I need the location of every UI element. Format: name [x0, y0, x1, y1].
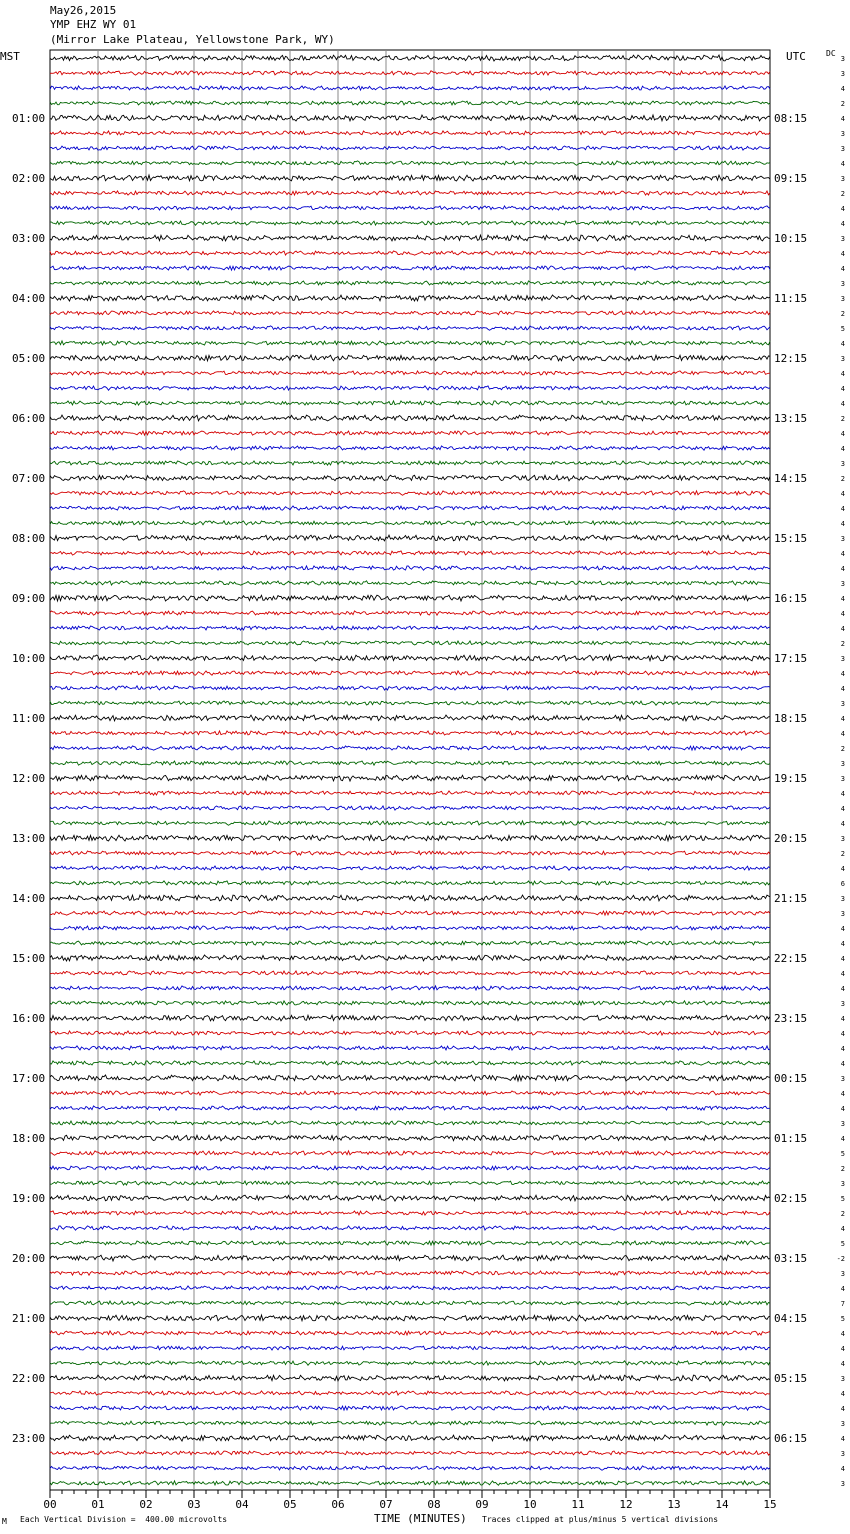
trace-row-70 — [50, 1091, 770, 1095]
trace-row-28 — [50, 461, 770, 465]
trace-row-23 — [50, 386, 770, 390]
x-tick-label: 09 — [475, 1498, 489, 1511]
dc-offset-label: 5 — [840, 1240, 845, 1248]
dc-offset-label: 3 — [840, 1075, 845, 1083]
trace-row-86 — [50, 1331, 770, 1335]
trace-row-41 — [50, 655, 770, 661]
trace-row-71 — [50, 1106, 770, 1110]
right-hour-label: 23:15 — [774, 1012, 808, 1025]
dc-offset-label: 4 — [840, 85, 845, 93]
dc-offset-label: 4 — [840, 1405, 845, 1413]
trace-row-12 — [50, 221, 770, 225]
dc-offset-label: 3 — [840, 1180, 845, 1188]
trace-row-88 — [50, 1361, 770, 1365]
dc-offset-label: 4 — [840, 505, 845, 513]
left-hour-label: 06:00 — [12, 412, 46, 425]
dc-offset-label: 4 — [840, 550, 845, 558]
station-code: YMP EHZ WY 01 — [50, 18, 137, 31]
right-hour-label: 05:15 — [774, 1372, 808, 1385]
trace-row-26 — [50, 431, 770, 435]
trace-row-83 — [50, 1286, 770, 1290]
left-hour-label: 03:00 — [12, 232, 46, 245]
station-date: May26,2015 — [50, 4, 117, 17]
dc-offset-label: 4 — [840, 610, 845, 618]
trace-row-62 — [50, 971, 770, 975]
trace-row-15 — [50, 266, 770, 270]
dc-offset-label: 3 — [840, 1450, 845, 1458]
left-hour-label: 16:00 — [12, 1012, 46, 1025]
right-hour-label: 17:15 — [774, 652, 808, 665]
dc-offset-label: 4 — [840, 400, 845, 408]
right-hour-label: 16:15 — [774, 592, 808, 605]
dc-offset-label: 5 — [840, 1315, 845, 1323]
station-location: (Mirror Lake Plateau, Yellowstone Park, WY) — [50, 33, 335, 46]
dc-offset-label: 2 — [840, 745, 845, 753]
trace-row-38 — [50, 611, 770, 615]
x-axis-title: TIME (MINUTES) — [374, 1512, 467, 1525]
dc-offset-label: 4 — [840, 670, 845, 678]
dc-offset-label: 4 — [840, 925, 845, 933]
trace-row-33 — [50, 535, 770, 541]
trace-row-49 — [50, 775, 770, 781]
x-tick-label: 03 — [187, 1498, 201, 1511]
dc-offset-label: 3 — [840, 355, 845, 363]
trace-row-36 — [50, 581, 770, 585]
trace-row-14 — [50, 251, 770, 255]
trace-row-8 — [50, 161, 770, 165]
dc-offset-label: 3 — [840, 910, 845, 918]
trace-row-82 — [50, 1271, 770, 1275]
x-tick-label: 01 — [91, 1498, 105, 1511]
trace-row-78 — [50, 1211, 770, 1215]
trace-row-51 — [50, 806, 770, 810]
left-hour-label: 08:00 — [12, 532, 46, 545]
dc-offset-label: 4 — [840, 805, 845, 813]
dc-offset-label: 4 — [840, 685, 845, 693]
dc-offset-label: 3 — [840, 1270, 845, 1278]
dc-offset-label: 2 — [840, 640, 845, 648]
trace-row-34 — [50, 551, 770, 555]
trace-row-45 — [50, 715, 770, 721]
right-hour-label: 13:15 — [774, 412, 808, 425]
left-hour-label: 23:00 — [12, 1432, 46, 1445]
dc-offset-label: 4 — [840, 1030, 845, 1038]
trace-row-11 — [50, 206, 770, 210]
trace-row-25 — [50, 415, 770, 421]
trace-row-24 — [50, 401, 770, 405]
trace-row-85 — [50, 1315, 770, 1321]
trace-row-76 — [50, 1181, 770, 1185]
left-hour-label: 14:00 — [12, 892, 46, 905]
trace-row-77 — [50, 1195, 770, 1201]
trace-row-63 — [50, 986, 770, 990]
trace-row-56 — [50, 881, 770, 885]
trace-row-60 — [50, 941, 770, 945]
trace-row-74 — [50, 1151, 770, 1155]
trace-row-17 — [50, 295, 770, 301]
right-hour-label: 12:15 — [774, 352, 808, 365]
dc-offset-label: 4 — [840, 1360, 845, 1368]
dc-offset-label: 2 — [840, 850, 845, 858]
dc-offset-label: 4 — [840, 865, 845, 873]
dc-offset-label: 2 — [840, 310, 845, 318]
dc-offset-label: 4 — [840, 160, 845, 168]
x-tick-label: 14 — [715, 1498, 729, 1511]
left-hour-label: 19:00 — [12, 1192, 46, 1205]
trace-row-59 — [50, 926, 770, 930]
trace-row-92 — [50, 1421, 770, 1425]
dc-offset-label: 4 — [840, 595, 845, 603]
dc-offset-label: 3 — [840, 1480, 845, 1488]
trace-row-9 — [50, 175, 770, 181]
dc-offset-label: 3 — [840, 235, 845, 243]
right-hour-label: 02:15 — [774, 1192, 808, 1205]
dc-offset-label: 5 — [840, 1195, 845, 1203]
left-hour-label: 11:00 — [12, 712, 46, 725]
trace-row-84 — [50, 1301, 770, 1305]
left-hour-label: 12:00 — [12, 772, 46, 785]
dc-offset-label: 4 — [840, 520, 845, 528]
dc-offset-label: 2 — [840, 415, 845, 423]
dc-offset-label: 4 — [840, 250, 845, 258]
dc-offset-label: 4 — [840, 115, 845, 123]
dc-offset-label: 3 — [840, 70, 845, 78]
trace-row-58 — [50, 911, 770, 915]
right-timezone-label: UTC — [786, 50, 806, 63]
trace-row-2 — [50, 71, 770, 75]
right-hour-label: 10:15 — [774, 232, 808, 245]
dc-offset-label: 3 — [840, 535, 845, 543]
trace-row-20 — [50, 341, 770, 345]
right-hour-label: 09:15 — [774, 172, 808, 185]
trace-row-72 — [50, 1121, 770, 1125]
left-hour-label: 01:00 — [12, 112, 46, 125]
x-tick-label: 07 — [379, 1498, 393, 1511]
trace-row-90 — [50, 1391, 770, 1395]
trace-row-54 — [50, 851, 770, 855]
dc-offset-label: 4 — [840, 1390, 845, 1398]
dc-offset-label: 4 — [840, 205, 845, 213]
dc-offset-label: 3 — [840, 460, 845, 468]
x-tick-label: 05 — [283, 1498, 297, 1511]
trace-row-75 — [50, 1166, 770, 1170]
dc-offset-label: 3 — [840, 835, 845, 843]
trace-row-31 — [50, 506, 770, 510]
dc-offset-label: 4 — [840, 1330, 845, 1338]
trace-row-3 — [50, 86, 770, 90]
x-tick-label: 10 — [523, 1498, 537, 1511]
trace-row-35 — [50, 566, 770, 570]
left-hour-label: 18:00 — [12, 1132, 46, 1145]
trace-row-81 — [50, 1255, 770, 1261]
trace-row-50 — [50, 791, 770, 795]
x-tick-label: 02 — [139, 1498, 153, 1511]
dc-offset-label: 3 — [840, 1375, 845, 1383]
dc-offset-label: 2 — [840, 475, 845, 483]
dc-offset-label: 7 — [840, 1300, 845, 1308]
trace-row-18 — [50, 311, 770, 315]
dc-offset-label: 4 — [840, 340, 845, 348]
dc-offset-label: 4 — [840, 385, 845, 393]
trace-row-42 — [50, 671, 770, 675]
trace-row-46 — [50, 731, 770, 735]
right-hour-label: 11:15 — [774, 292, 808, 305]
left-hour-label: 15:00 — [12, 952, 46, 965]
right-hour-label: 18:15 — [774, 712, 808, 725]
trace-row-94 — [50, 1451, 770, 1455]
trace-row-30 — [50, 491, 770, 495]
trace-row-1 — [50, 55, 770, 61]
dc-column-label: DC — [826, 49, 836, 58]
dc-offset-label: 4 — [840, 1285, 845, 1293]
trace-row-79 — [50, 1226, 770, 1230]
trace-row-91 — [50, 1406, 770, 1410]
dc-offset-label: 4 — [840, 265, 845, 273]
dc-offset-label: 4 — [840, 1435, 845, 1443]
trace-row-64 — [50, 1001, 770, 1005]
dc-offset-label: 2 — [840, 190, 845, 198]
corner-mark: M — [2, 1517, 7, 1526]
left-hour-label: 04:00 — [12, 292, 46, 305]
trace-row-7 — [50, 146, 770, 150]
dc-offset-label: 3 — [840, 175, 845, 183]
dc-offset-label: 3 — [840, 775, 845, 783]
trace-row-96 — [50, 1481, 770, 1485]
right-hour-label: 22:15 — [774, 952, 808, 965]
left-hour-label: 22:00 — [12, 1372, 46, 1385]
trace-row-39 — [50, 626, 770, 630]
dc-offset-label: 4 — [840, 1060, 845, 1068]
dc-offset-label: 3 — [840, 655, 845, 663]
trace-row-37 — [50, 595, 770, 601]
dc-offset-label: 3 — [840, 1120, 845, 1128]
dc-offset-label: 4 — [840, 1105, 845, 1113]
trace-row-21 — [50, 355, 770, 361]
trace-row-6 — [50, 131, 770, 135]
right-hour-label: 19:15 — [774, 772, 808, 785]
right-hour-label: 03:15 — [774, 1252, 808, 1265]
dc-offset-label: 4 — [840, 370, 845, 378]
dc-offset-label: 4 — [840, 985, 845, 993]
trace-row-13 — [50, 235, 770, 241]
dc-offset-label: 4 — [840, 730, 845, 738]
trace-row-10 — [50, 191, 770, 195]
dc-offset-label: 4 — [840, 220, 845, 228]
right-hour-label: 20:15 — [774, 832, 808, 845]
right-hour-label: 15:15 — [774, 532, 808, 545]
trace-row-69 — [50, 1075, 770, 1081]
dc-offset-label: 4 — [840, 1465, 845, 1473]
right-hour-label: 01:15 — [774, 1132, 808, 1145]
right-hour-label: 00:15 — [774, 1072, 808, 1085]
dc-offset-label: 4 — [840, 565, 845, 573]
dc-offset-label: 3 — [840, 1000, 845, 1008]
trace-row-53 — [50, 835, 770, 841]
x-tick-label: 11 — [571, 1498, 585, 1511]
dc-offset-label: 3 — [840, 760, 845, 768]
dc-offset-label: 3 — [840, 700, 845, 708]
x-axis — [43, 1490, 776, 1511]
x-tick-label: 13 — [667, 1498, 681, 1511]
trace-row-57 — [50, 895, 770, 901]
left-hour-label: 05:00 — [12, 352, 46, 365]
trace-row-87 — [50, 1346, 770, 1350]
left-hour-label: 13:00 — [12, 832, 46, 845]
dc-offset-label: 3 — [840, 895, 845, 903]
trace-row-52 — [50, 821, 770, 825]
left-hour-label: 02:00 — [12, 172, 46, 185]
trace-row-5 — [50, 115, 770, 121]
trace-row-65 — [50, 1015, 770, 1021]
x-tick-label: 06 — [331, 1498, 345, 1511]
dc-offset-label: 4 — [840, 1015, 845, 1023]
x-tick-label: 15 — [763, 1498, 777, 1511]
left-hour-label: 17:00 — [12, 1072, 46, 1085]
right-hour-label: 14:15 — [774, 472, 808, 485]
dc-offset-label: -2 — [836, 1255, 845, 1263]
trace-row-44 — [50, 701, 770, 705]
trace-row-80 — [50, 1241, 770, 1245]
dc-offset-label: 4 — [840, 715, 845, 723]
dc-offset-label: 2 — [840, 100, 845, 108]
trace-row-93 — [50, 1435, 770, 1441]
right-hour-label: 08:15 — [774, 112, 808, 125]
trace-row-95 — [50, 1466, 770, 1470]
trace-row-48 — [50, 761, 770, 765]
trace-row-43 — [50, 686, 770, 690]
dc-offset-label: 4 — [840, 940, 845, 948]
left-hour-label: 20:00 — [12, 1252, 46, 1265]
trace-row-40 — [50, 641, 770, 645]
dc-offset-label: 4 — [840, 490, 845, 498]
dc-offset-label: 3 — [840, 130, 845, 138]
x-tick-label: 00 — [43, 1498, 57, 1511]
left-hour-label: 21:00 — [12, 1312, 46, 1325]
trace-row-29 — [50, 475, 770, 481]
left-timezone-label: MST — [0, 50, 20, 63]
trace-group — [50, 55, 770, 1485]
dc-offset-label: 4 — [840, 625, 845, 633]
dc-offset-label: 4 — [840, 1135, 845, 1143]
trace-row-61 — [50, 955, 770, 961]
dc-offset-label: 4 — [840, 1045, 845, 1053]
x-tick-label: 04 — [235, 1498, 249, 1511]
trace-row-4 — [50, 101, 770, 105]
trace-row-16 — [50, 281, 770, 285]
trace-row-19 — [50, 326, 770, 330]
dc-offset-label: 6 — [840, 880, 845, 888]
left-hour-label: 09:00 — [12, 592, 46, 605]
trace-row-22 — [50, 371, 770, 375]
dc-offset-label: 4 — [840, 430, 845, 438]
trace-row-67 — [50, 1046, 770, 1050]
trace-row-73 — [50, 1135, 770, 1141]
x-tick-label: 08 — [427, 1498, 441, 1511]
x-tick-label: 12 — [619, 1498, 633, 1511]
left-hour-label: 07:00 — [12, 472, 46, 485]
dc-offset-label: 3 — [840, 580, 845, 588]
dc-offset-label: 3 — [840, 145, 845, 153]
trace-row-32 — [50, 521, 770, 525]
dc-offset-label: 4 — [840, 820, 845, 828]
trace-row-55 — [50, 866, 770, 870]
scale-note: Each Vertical Division = 400.00 microvolts — [20, 1515, 228, 1524]
dc-offset-label: 4 — [840, 1090, 845, 1098]
dc-offset-label: 4 — [840, 790, 845, 798]
dc-offset-label: 3 — [840, 55, 845, 63]
dc-offset-label: 3 — [840, 1420, 845, 1428]
dc-offset-label: 3 — [840, 280, 845, 288]
dc-offset-label: 4 — [840, 955, 845, 963]
left-hour-label: 10:00 — [12, 652, 46, 665]
right-hour-label: 04:15 — [774, 1312, 808, 1325]
right-hour-label: 06:15 — [774, 1432, 808, 1445]
dc-offset-label: 5 — [840, 325, 845, 333]
dc-offset-label: 4 — [840, 1345, 845, 1353]
dc-offset-label: 4 — [840, 970, 845, 978]
dc-offset-label: 3 — [840, 295, 845, 303]
dc-offset-label: 2 — [840, 1210, 845, 1218]
right-hour-label: 21:15 — [774, 892, 808, 905]
trace-row-47 — [50, 746, 770, 750]
trace-row-27 — [50, 446, 770, 450]
dc-offset-label: 4 — [840, 445, 845, 453]
dc-offset-label: 5 — [840, 1150, 845, 1158]
dc-offset-label: 2 — [840, 1165, 845, 1173]
clip-note: Traces clipped at plus/minus 5 vertical divisions — [482, 1515, 719, 1524]
trace-row-89 — [50, 1375, 770, 1381]
dc-offset-label: 4 — [840, 1225, 845, 1233]
trace-row-66 — [50, 1031, 770, 1035]
trace-row-68 — [50, 1061, 770, 1065]
